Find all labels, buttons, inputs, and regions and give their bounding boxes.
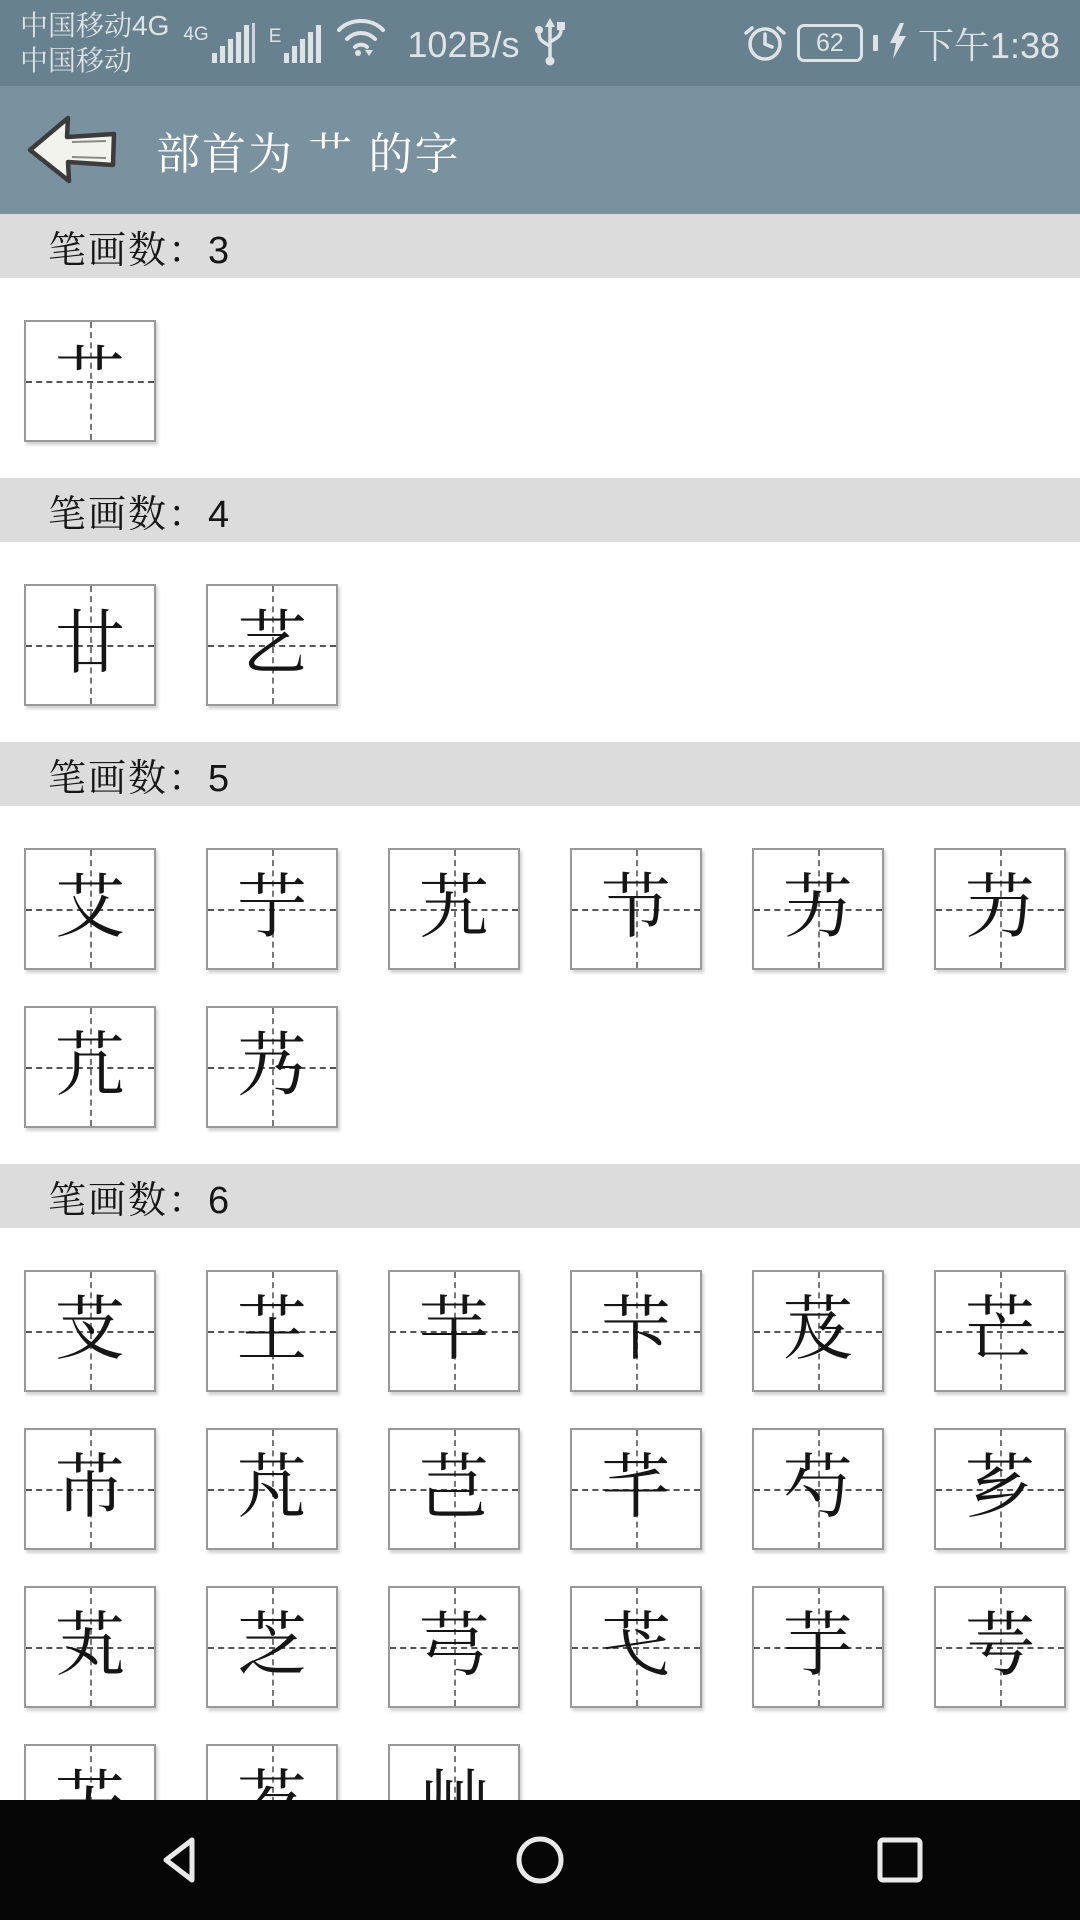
status-time: 下午1:38 bbox=[917, 24, 1060, 66]
character-glyph: 艽 bbox=[419, 870, 489, 947]
character-cell[interactable] bbox=[752, 1428, 884, 1550]
stroke-count-header: 笔画数：4 bbox=[0, 478, 1080, 542]
character-list bbox=[0, 214, 1080, 1902]
character-cell[interactable] bbox=[206, 1586, 338, 1708]
character-glyph: 芇 bbox=[55, 1450, 125, 1527]
character-glyph: 芌 bbox=[965, 1608, 1035, 1685]
character-cell[interactable] bbox=[24, 584, 156, 706]
character-glyph: 艺 bbox=[237, 606, 307, 683]
character-cell[interactable] bbox=[24, 320, 156, 442]
character-cell[interactable] bbox=[24, 1006, 156, 1128]
battery-cap bbox=[873, 35, 878, 51]
character-grid bbox=[0, 542, 1080, 742]
character-glyph: 芨 bbox=[783, 1292, 853, 1369]
character-glyph: 节 bbox=[601, 870, 671, 947]
battery-level: 62 bbox=[816, 28, 844, 57]
character-glyph: 芉 bbox=[419, 1292, 489, 1369]
character-grid bbox=[0, 806, 1080, 1164]
page-title: 部首为 艹 的字 bbox=[156, 130, 461, 179]
signal-4g-label: 4G bbox=[183, 24, 209, 45]
character-cell[interactable] bbox=[388, 1586, 520, 1708]
character-glyph: 芐 bbox=[601, 1292, 671, 1369]
character-cell[interactable] bbox=[24, 1428, 156, 1550]
character-cell[interactable] bbox=[388, 1270, 520, 1392]
character-glyph: 芀 bbox=[965, 870, 1035, 947]
carrier-line1: 中国移动4G bbox=[20, 10, 170, 41]
stroke-count-header: 笔画数：6 bbox=[0, 1164, 1080, 1228]
character-grid bbox=[0, 278, 1080, 478]
character-cell[interactable] bbox=[24, 1270, 156, 1392]
character-glyph: 芗 bbox=[965, 1450, 1035, 1527]
character-glyph: 芍 bbox=[783, 1450, 853, 1527]
character-cell[interactable] bbox=[934, 1428, 1066, 1550]
signal-e-label: E bbox=[268, 26, 282, 47]
nav-home-button[interactable] bbox=[510, 1830, 570, 1890]
character-glyph: 芒 bbox=[965, 1292, 1035, 1369]
character-glyph: 芁 bbox=[55, 1028, 125, 1105]
character-cell[interactable] bbox=[24, 848, 156, 970]
character-glyph: 芎 bbox=[419, 1608, 489, 1685]
character-glyph: 艹 bbox=[55, 342, 125, 419]
character-glyph: 芝 bbox=[237, 1608, 307, 1685]
character-glyph: 芅 bbox=[601, 1608, 671, 1685]
character-cell[interactable] bbox=[934, 1586, 1066, 1708]
character-glyph: 芋 bbox=[783, 1608, 853, 1685]
signal-strength-4g-icon bbox=[183, 23, 254, 63]
character-cell[interactable] bbox=[570, 1428, 702, 1550]
character-cell[interactable] bbox=[206, 584, 338, 706]
character-glyph: 芏 bbox=[237, 1292, 307, 1369]
character-cell[interactable] bbox=[206, 1006, 338, 1128]
nav-back-button[interactable] bbox=[150, 1830, 210, 1890]
title-bar bbox=[0, 86, 1080, 214]
status-bar bbox=[0, 0, 1080, 86]
carrier-line2: 中国移动 bbox=[20, 45, 133, 76]
battery-icon bbox=[797, 24, 863, 62]
usb-icon bbox=[533, 18, 567, 71]
signal-strength-e-icon bbox=[269, 25, 322, 63]
character-cell[interactable] bbox=[570, 848, 702, 970]
carrier-labels bbox=[20, 8, 169, 78]
charging-bolt-icon bbox=[888, 23, 908, 64]
network-speed: 102B/s bbox=[407, 24, 520, 65]
character-cell[interactable] bbox=[388, 848, 520, 970]
character-cell[interactable] bbox=[752, 848, 884, 970]
alarm-icon bbox=[743, 19, 787, 68]
character-cell[interactable] bbox=[934, 1270, 1066, 1392]
character-glyph: 芄 bbox=[55, 1608, 125, 1685]
character-glyph: 艿 bbox=[237, 1028, 307, 1105]
character-glyph: 芆 bbox=[55, 1292, 125, 1369]
character-cell[interactable] bbox=[570, 1586, 702, 1708]
wifi-icon bbox=[335, 14, 387, 63]
character-cell[interactable] bbox=[24, 1586, 156, 1708]
character-cell[interactable] bbox=[388, 1428, 520, 1550]
character-cell[interactable] bbox=[206, 848, 338, 970]
character-cell[interactable] bbox=[206, 1428, 338, 1550]
character-cell[interactable] bbox=[206, 1270, 338, 1392]
back-button[interactable] bbox=[24, 111, 120, 189]
character-cell[interactable] bbox=[934, 848, 1066, 970]
stroke-count-header: 笔画数：5 bbox=[0, 742, 1080, 806]
character-glyph: 艾 bbox=[55, 870, 125, 947]
stroke-count-header: 笔画数：3 bbox=[0, 214, 1080, 278]
character-cell[interactable] bbox=[752, 1586, 884, 1708]
character-glyph: 廿 bbox=[55, 606, 125, 683]
android-nav-bar bbox=[0, 1800, 1080, 1920]
character-cell[interactable] bbox=[570, 1270, 702, 1392]
nav-recents-button[interactable] bbox=[870, 1830, 930, 1890]
character-glyph: 芑 bbox=[419, 1450, 489, 1527]
character-glyph: 芊 bbox=[601, 1450, 671, 1527]
character-glyph: 艻 bbox=[783, 870, 853, 947]
character-cell[interactable] bbox=[752, 1270, 884, 1392]
character-glyph: 芃 bbox=[237, 1450, 307, 1527]
character-glyph: 艼 bbox=[237, 870, 307, 947]
